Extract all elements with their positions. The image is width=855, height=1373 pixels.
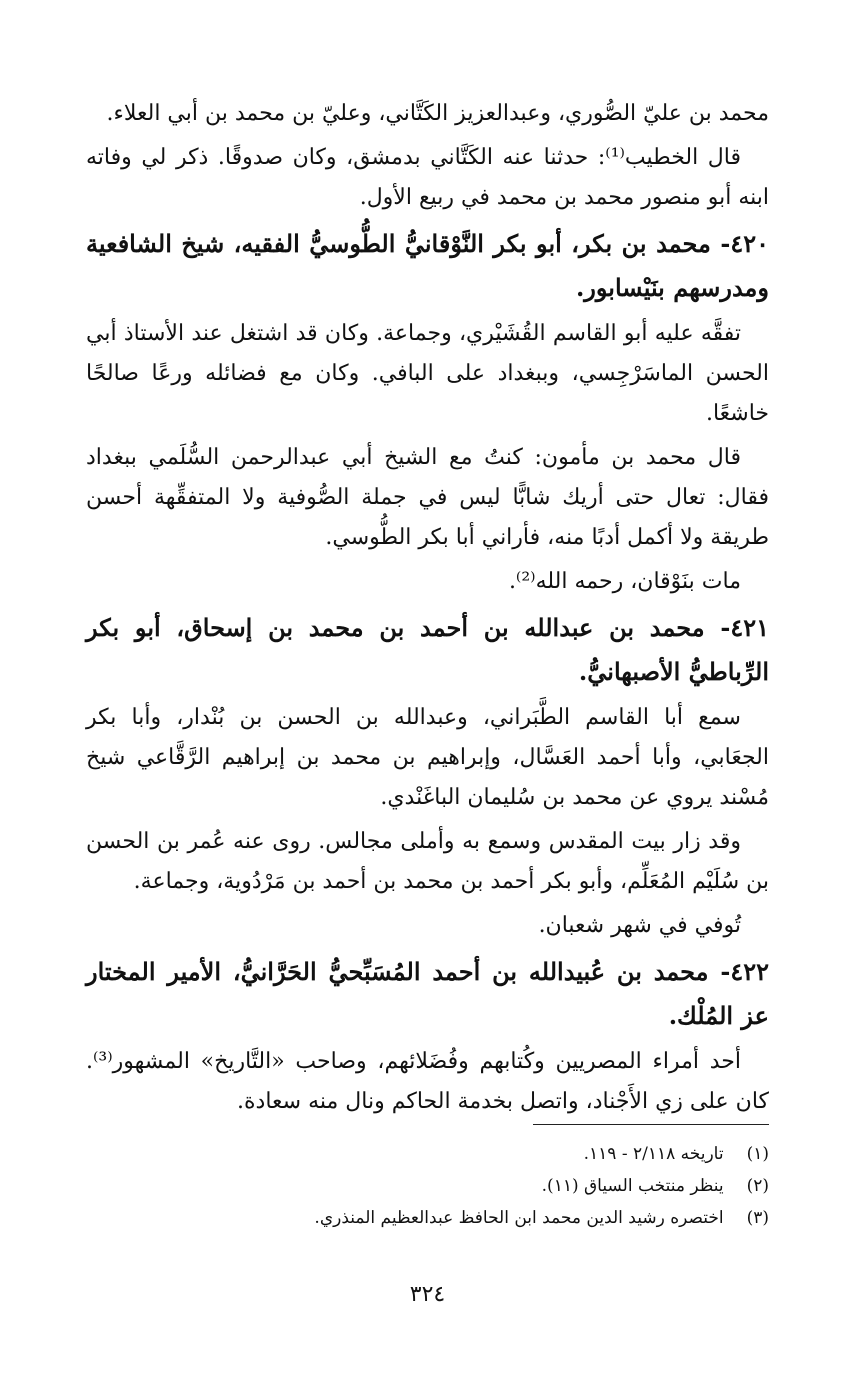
entry-heading-421: ٤٢١- محمد بن عبدالله بن أحمد بن محمد بن إسحاق، أبو بكر الرِّباطيُّ الأصبهانيُّ. [86, 613, 770, 686]
entry-heading-422: ٤٢٢- محمد بن عُبيدالله بن أحمد المُسَبِّحيُّ الحَرَّانيُّ، الأمير المختار عز المُلْك. [86, 957, 769, 1030]
main-text [86, 94, 769, 1126]
paragraph-420-anecdote: قال محمد بن مأمون: كنتُ مع الشيخ أبي عبدالرحمن السُّلَمي ببغداد فقال: تعال حتى أريك شابًّا ليس في جملة الصُّوفية ولا المتفقِّهة أحسن طريقة ولا أكمل أدبًا منه، فأراني أبا بكر الطُّوسي. [86, 445, 769, 550]
footnote-number: (٢) [746, 1176, 769, 1196]
footnote-2 [86, 1170, 769, 1202]
footnote-1 [86, 1138, 769, 1170]
paragraph-420-bio: تفقَّه عليه أبو القاسم القُشَيْري، وجماعة. وكان قد اشتغل عند الأستاذ أبي الحسن الماسَرْجِسي، وببغداد على البافي. وكان مع فضائله ورعًا صالحًا خاشعًا. [86, 321, 769, 426]
footnote-text: ينظر منتخب السياق (١١). [541, 1176, 724, 1196]
entry-heading-420: ٤٢٠- محمد بن بكر، أبو بكر النَّوْقانيُّ الطُّوسيُّ الفقيه، شيخ الشافعية ومدرسهم بنَيْسابور. [86, 229, 769, 302]
footnote-3 [86, 1202, 769, 1234]
paragraph-421-students: وقد زار بيت المقدس وسمع به وأملى مجالس. روى عنه عُمر بن الحسن بن سُلَيْم المُعَلِّم، وأبو بكر أحمد بن محمد بن أحمد بن مَرْدُوية، وجماعة. [86, 829, 769, 894]
paragraph-421-teachers: سمع أبا القاسم الطَّبَراني، وعبدالله بن الحسن بن بُنْدار، وأبا بكر الجعَابي، وأبا أحمد العَسَّال، وإبراهيم بن محمد بن إبراهيم الرَّقَّاعي شيخ مُسْند يروي عن محمد بن سُليمان الباغَنْدي. [86, 705, 769, 810]
paragraph-422-bio: أحد أمراء المصريين وكُتابهم وفُضَلائهم، وصاحب «التَّاريخ» المشهور⁽³⁾. كان على زي الأَجْناد، واتصل بخدمة الحاكم ونال منه سعادة. [86, 1049, 769, 1114]
footnote-text: اختصره رشيد الدين محمد ابن الحافظ عبدالعظيم المنذري. [314, 1208, 724, 1228]
footnotes [86, 1138, 769, 1234]
paragraph-continuation: محمد بن عليّ الصُّوري، وعبدالعزيز الكَتَّاني، وعليّ بن محمد بن أبي العلاء. [106, 101, 769, 126]
paragraph-421-death: تُوفي في شهر شعبان. [538, 913, 741, 938]
footnote-number: (١) [746, 1144, 769, 1164]
paragraph-khatib-quote: قال الخطيب⁽¹⁾: حدثنا عنه الكَتَّاني بدمشق، وكان صدوقًا. ذكر لي وفاته ابنه أبو منصور محمد بن محمد في ربيع الأول. [86, 145, 769, 210]
paragraph-420-death: مات بنَوْقان، رحمه الله⁽²⁾. [508, 569, 741, 594]
footnote-divider [533, 1124, 769, 1125]
footnote-number: (٣) [746, 1208, 769, 1228]
page-number: ٣٢٤ [409, 1282, 446, 1307]
footnote-text: تاريخه ٢/١١٨ - ١١٩. [583, 1144, 724, 1164]
